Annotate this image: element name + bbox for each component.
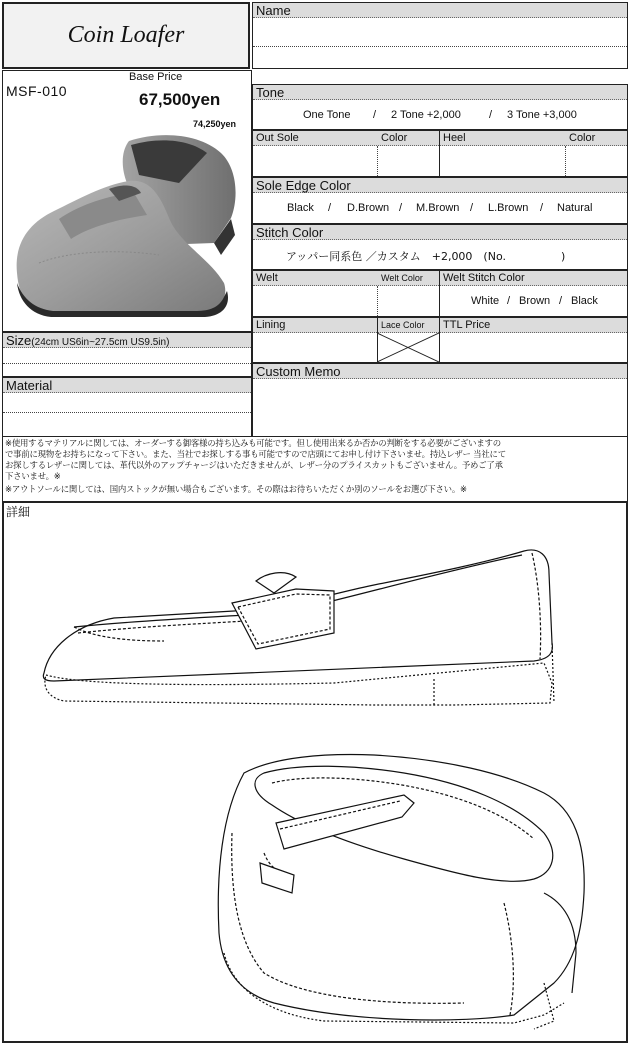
heel-color-label: Color (569, 132, 596, 144)
welt-box (252, 270, 628, 317)
custom-memo-box (252, 363, 628, 437)
ttl-price-label: TTL Price (443, 319, 491, 331)
loafer-front-drawing (204, 753, 604, 1033)
lining-header (253, 318, 627, 333)
name-box (252, 2, 628, 69)
lining-label: Lining (256, 319, 286, 331)
tone-header: Tone (253, 85, 627, 100)
title-box (2, 2, 250, 69)
sole-edge-header: Sole Edge Color (253, 178, 627, 193)
out-sole-color-label: Color (381, 132, 408, 144)
note-line-2: で事前に現物をお持ちになって下さい。また、当社でお探しする事も可能ですので店頭にてお申し付け下さいませ。持込レザー 当社にて (5, 449, 506, 459)
size-header (3, 333, 251, 348)
material-header: Material (3, 378, 251, 393)
tone-three: 3 Tone +3,000 (507, 109, 577, 121)
note-line-5: ※アウトソールに関しては、国内ストックが無い場合もございます。その際はお待ちいただくか別のソールをお選び下さい。※ (5, 484, 467, 494)
lining-box (252, 317, 628, 363)
product-box (2, 70, 252, 332)
welt-brown: Brown (519, 295, 551, 307)
edge-black: Black (287, 202, 314, 214)
base-price-label: Base Price (129, 71, 183, 83)
welt-stitch-label: Welt Stitch Color (443, 272, 525, 284)
price-tax: 74,250yen (193, 119, 237, 129)
size-box (2, 332, 252, 377)
welt-white: White (471, 295, 500, 307)
price: 67,500yen (139, 90, 221, 109)
product-code: MSF-010 (6, 83, 68, 99)
stitch-box (252, 224, 628, 270)
name-header: Name (253, 3, 627, 18)
sole-heel-box (252, 130, 628, 177)
loafer-side-drawing (34, 533, 594, 723)
tone-one: One Tone (303, 109, 351, 121)
welt-label: Welt (256, 272, 278, 284)
edge-natural: Natural (557, 202, 593, 214)
edge-mbrown: M.Brown (416, 202, 460, 214)
product-title: Coin Loafer (67, 22, 185, 48)
detail-label: 詳細 (6, 505, 31, 519)
edge-dbrown: D.Brown (347, 202, 390, 214)
note-line-3: お探しするレザーに関しては、革代以外のアップチャージはいただきませんが、レザー分のプライスカットもございません。予めご了承 (5, 460, 503, 470)
note-line-1: ※使用するマテリアルに関しては、オーダーする御客様の持ち込みも可能です。但し使用出来るか否かの判断をする必要がございますの (5, 438, 501, 448)
welt-sep-1: / (507, 295, 511, 307)
heel-label: Heel (443, 132, 466, 144)
custom-memo-header: Custom Memo (253, 364, 627, 379)
tone-two: 2 Tone +2,000 (391, 109, 461, 121)
out-sole-label: Out Sole (256, 132, 299, 144)
stitch-options: アッパー同系色 ／カスタム +2,000 (No. ) (286, 250, 566, 263)
sole-edge-box (252, 177, 628, 224)
welt-black: Black (571, 295, 598, 307)
note-line-4: 下さいませ。※ (5, 471, 61, 481)
tone-box (252, 84, 628, 130)
edge-sep-4: / (540, 202, 544, 214)
tone-sep-1: / (373, 109, 377, 121)
loafer-photo (9, 123, 247, 323)
size-range: (24cm US6in~27.5cm US9.5in) (31, 337, 170, 348)
edge-sep-2: / (399, 202, 403, 214)
welt-header (253, 271, 627, 286)
size-label: Size (6, 333, 32, 348)
detail-box (2, 501, 628, 1043)
edge-lbrown: L.Brown (488, 202, 529, 214)
welt-color-label: Welt Color (381, 273, 423, 283)
edge-sep-1: / (328, 202, 332, 214)
lace-color-label: Lace Color (381, 320, 425, 330)
stitch-header: Stitch Color (253, 225, 627, 240)
edge-sep-3: / (470, 202, 474, 214)
lace-na-cross (377, 333, 439, 362)
notes-box (2, 437, 628, 501)
material-box (2, 377, 252, 437)
tone-sep-2: / (489, 109, 493, 121)
welt-sep-2: / (559, 295, 563, 307)
